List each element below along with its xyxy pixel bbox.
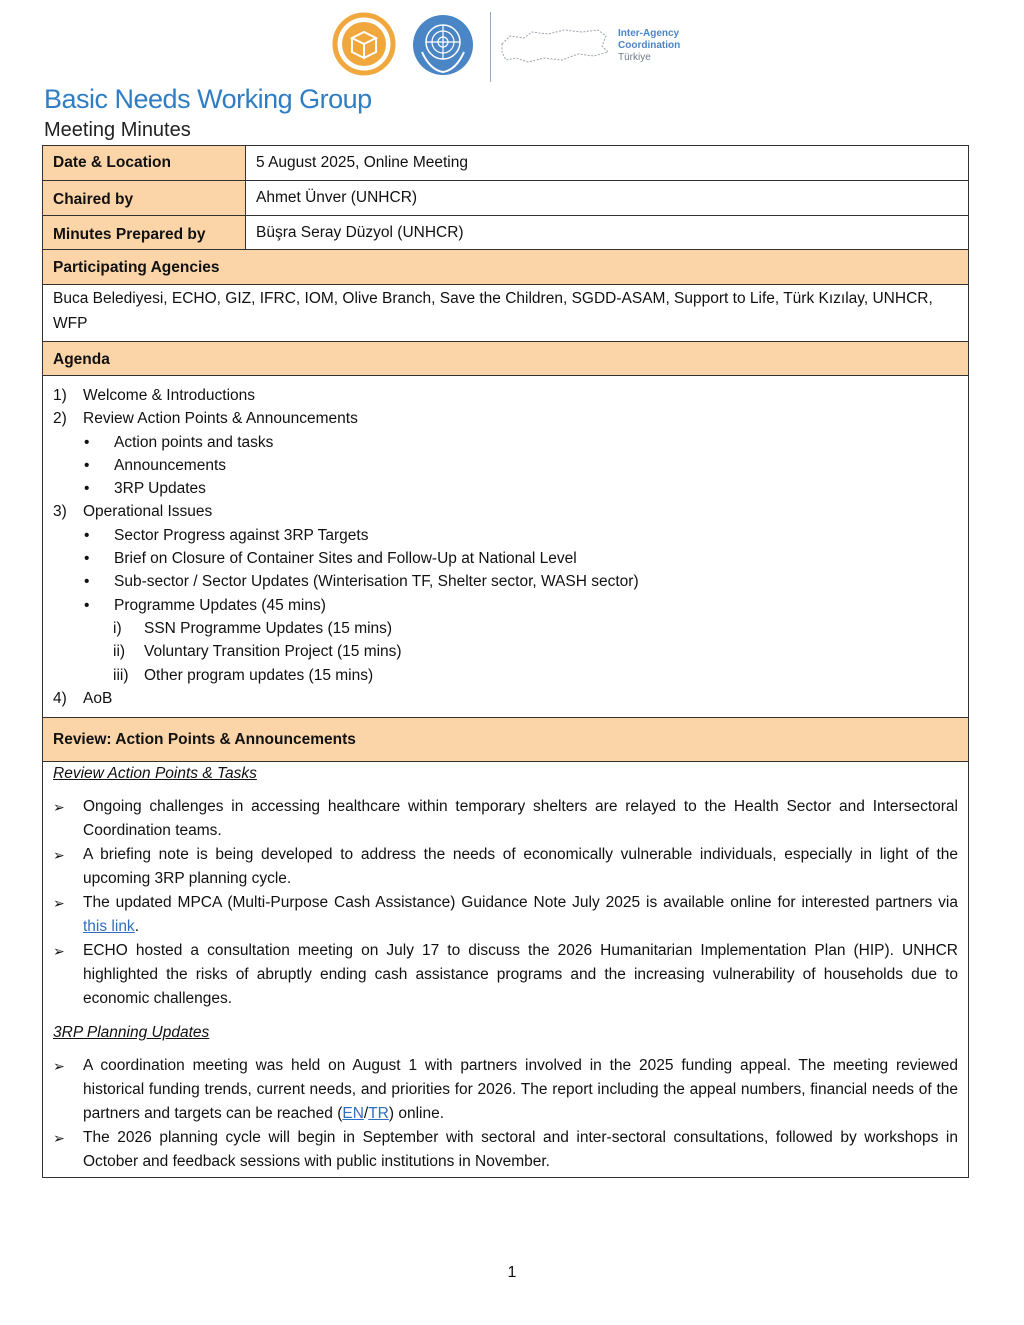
bullet-item <box>53 1126 958 1174</box>
agenda-subitem <box>53 477 639 500</box>
coordination-text: A coordination meeting was held on August 1 with partners involved in the 2025 funding appeal. The meeting reviewed historical funding trends, current needs, and priorities for 2026. The report including the appeal numbers, financial needs of the partners and targets can be reached ( <box>83 1057 958 1122</box>
agenda-roman-number: ii) <box>113 643 126 661</box>
bullet-item <box>53 939 958 1011</box>
agenda-text: Review Action Points & Announcements <box>83 410 358 428</box>
review-section <box>43 762 968 1174</box>
agenda-header: Agenda <box>43 342 968 376</box>
agenda-item <box>53 407 639 430</box>
agenda-number: 3) <box>53 503 67 521</box>
row-chair <box>43 181 968 216</box>
arrow-bullet-icon: ➢ <box>53 847 65 863</box>
bullet-item <box>53 891 958 939</box>
agenda-body <box>43 376 968 718</box>
bullet-text: ECHO hosted a consultation meeting on July 17 to discuss the 2026 Humanitarian Implementation Plan (HIP). UNHCR highlighted the risks of abruptly ending cash assistance programs and the increasing vulnerability of households due to economic challenges. <box>83 942 958 1007</box>
arrow-bullet-icon: ➢ <box>53 895 65 911</box>
report-link-en[interactable]: EN <box>342 1105 364 1122</box>
bullet-icon: • <box>84 596 90 614</box>
agenda-subitem <box>53 570 639 593</box>
agenda-text: Brief on Closure of Container Sites and Follow-Up at National Level <box>114 550 577 568</box>
minutes-label: Minutes Prepared by <box>43 216 246 249</box>
agenda-number: 2) <box>53 410 67 428</box>
bullet-item <box>53 1054 958 1126</box>
agenda-subitem <box>53 454 639 477</box>
agenda-text: SSN Programme Updates (15 mins) <box>144 619 393 637</box>
agenda-roman-number: iii) <box>113 666 129 684</box>
mpca-text-end: . <box>134 918 139 935</box>
agenda-text: Sub-sector / Sector Updates (Winterisation TF, Shelter sector, WASH sector) <box>114 573 639 591</box>
un-emblem-icon <box>410 12 476 78</box>
review-header: Review: Action Points & Announcements <box>43 718 968 762</box>
bullet-icon: • <box>84 526 90 544</box>
arrow-bullet-icon: ➢ <box>53 799 65 815</box>
bullet-icon: • <box>84 433 90 451</box>
bullet-icon: • <box>84 573 90 591</box>
page-subtitle: Meeting Minutes <box>44 119 191 141</box>
agenda-subitem <box>53 594 639 617</box>
logo-line-3: Türkiye <box>618 52 651 63</box>
arrow-bullet-icon: ➢ <box>53 1058 65 1074</box>
agenda-subsubitem <box>53 640 639 663</box>
agenda-item <box>53 687 639 710</box>
bullet-text: A briefing note is being developed to address the needs of economically vulnerable individuals, especially in light of the upcoming 3RP planning cycle. <box>83 846 958 887</box>
turkiye-map-icon <box>498 22 610 72</box>
agenda-text: Voluntary Transition Project (15 mins) <box>144 643 402 661</box>
agenda-text: Operational Issues <box>83 503 213 521</box>
agencies-header: Participating Agencies <box>43 250 968 285</box>
section-title-action-points: Review Action Points & Tasks <box>53 765 257 782</box>
agenda-text: Action points and tasks <box>114 433 274 451</box>
chair-value: Ahmet Ünver (UNHCR) <box>256 189 418 206</box>
agenda-number: 1) <box>53 387 67 404</box>
agencies-row <box>43 285 968 342</box>
agenda-subitem <box>53 524 639 547</box>
agenda-roman-number: i) <box>113 619 122 637</box>
date-value: 5 August 2025, Online Meeting <box>256 154 468 171</box>
agenda-subsubitem <box>53 664 639 687</box>
agenda-text: Announcements <box>114 456 227 474</box>
logo-line-2: Coordination <box>618 40 681 51</box>
link-separator: / <box>363 1105 369 1122</box>
agenda-text: 3RP Updates <box>114 480 206 498</box>
mpca-guidance-link[interactable]: this link <box>83 918 135 935</box>
logo-divider <box>490 12 491 82</box>
minutes-value: Büşra Seray Düzyol (UNHCR) <box>256 224 464 241</box>
iom-box-logo-icon <box>332 12 396 76</box>
agenda-subitem <box>53 431 639 454</box>
agenda-list <box>53 384 639 710</box>
agencies-value: Buca Belediyesi, ECHO, GIZ, IFRC, IOM, Olive Branch, Save the Children, SGDD-ASAM, Support to Life, Türk Kızılay, UNHCR, WFP <box>53 290 933 332</box>
arrow-bullet-icon: ➢ <box>53 943 65 959</box>
agenda-text: Other program updates (15 mins) <box>144 666 374 684</box>
bullet-icon: • <box>84 550 90 568</box>
bullet-item <box>53 795 958 843</box>
agenda-subsubitem <box>53 617 639 640</box>
bullet-icon: • <box>84 456 90 474</box>
row-date <box>43 146 968 181</box>
arrow-bullet-icon: ➢ <box>53 1130 65 1146</box>
agenda-text: Sector Progress against 3RP Targets <box>114 526 369 544</box>
row-minutes <box>43 216 968 250</box>
page-number: 1 <box>507 1264 517 1281</box>
bullet-icon: • <box>84 480 90 498</box>
date-label: Date & Location <box>43 146 246 180</box>
chair-label: Chaired by <box>43 181 246 215</box>
bullet-text: The 2026 planning cycle will begin in September with sectoral and inter-sectoral consultations, followed by workshops in October and feedback sessions with public institutions in November. <box>83 1129 958 1170</box>
agenda-text: Programme Updates (45 mins) <box>114 596 326 614</box>
bullet-text <box>83 1054 958 1126</box>
bullet-text <box>83 891 958 939</box>
agenda-item <box>53 500 639 523</box>
review-body <box>43 762 968 1176</box>
report-link-tr[interactable]: TR <box>368 1105 389 1122</box>
agenda-item <box>53 384 639 407</box>
page-title: Basic Needs Working Group <box>44 84 372 114</box>
coordination-logo-text <box>618 28 680 64</box>
agenda-subitem <box>53 547 639 570</box>
logo-line-1: Inter-Agency <box>618 28 680 39</box>
header-logos <box>332 10 702 86</box>
section-title-3rp-planning: 3RP Planning Updates <box>53 1024 210 1041</box>
agenda-text: AoB <box>83 689 113 707</box>
minutes-table <box>42 145 969 1178</box>
coordination-text-end: ) online. <box>388 1105 445 1122</box>
bullet-item <box>53 843 958 891</box>
bullet-text: Ongoing challenges in accessing healthcare within temporary shelters are relayed to the Health Sector and Intersectoral Coordination teams. <box>83 798 958 839</box>
mpca-text: The updated MPCA (Multi-Purpose Cash Assistance) Guidance Note July 2025 is available online for interested partners via <box>83 894 958 911</box>
agenda-number: 4) <box>53 689 67 707</box>
agenda-text: Welcome & Introductions <box>83 387 256 404</box>
